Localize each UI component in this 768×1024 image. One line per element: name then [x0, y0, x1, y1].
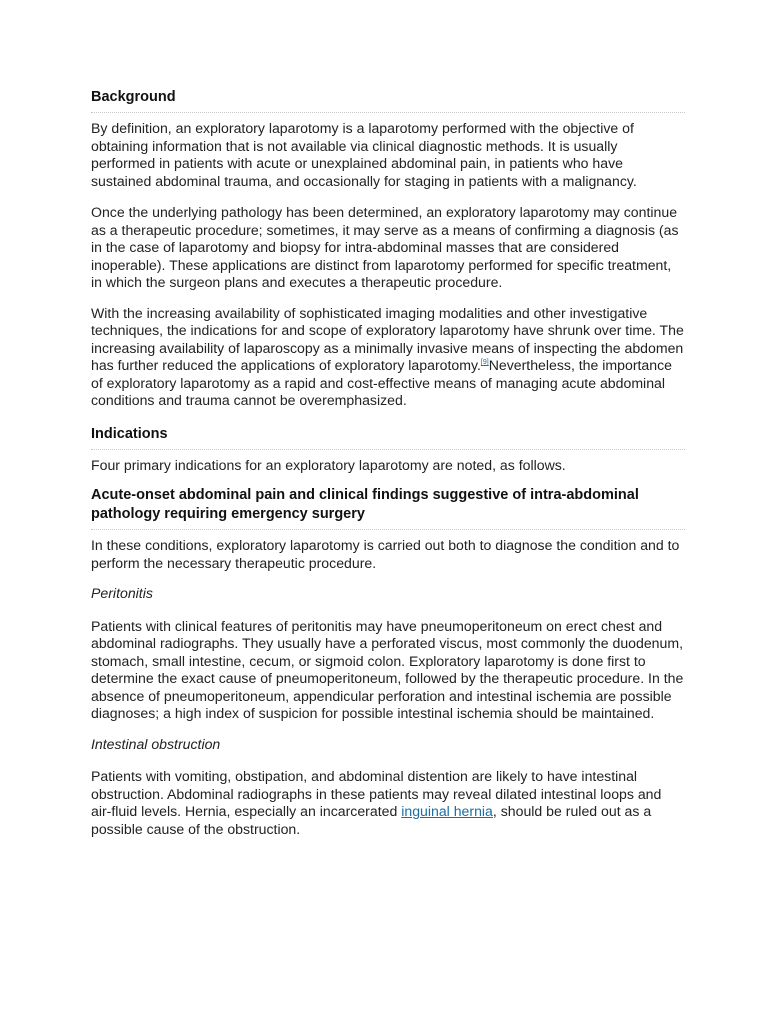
subheading-peritonitis: Peritonitis — [91, 585, 153, 601]
article-content — [91, 88, 685, 838]
background-paragraph-3-text-b: Nevertheless, the importance of exploratory laparotomy as a rapid and cost-effective means of managing acute abdominal conditions and trauma cannot be overemphasized. — [91, 357, 672, 408]
reference-marker — [481, 359, 489, 366]
background-paragraph-1: By definition, an exploratory laparotomy is a laparotomy performed with the objective of obtaining information that is not available via clinical diagnostic methods. It is usually performed in patients with acute or unexplained abdominal pain, in patients who have sustained abdominal trauma, and occasionally for staging in patients with a malignancy. — [91, 120, 637, 189]
reference-link-9[interactable]: [9] — [480, 359, 489, 366]
heading-background: Background — [91, 88, 685, 113]
indications-paragraph: Four primary indications for an exploratory laparotomy are noted, as follows. — [91, 456, 566, 473]
background-paragraph-3 — [91, 305, 685, 410]
obstruction-paragraph-text-a: Patients with vomiting, obstipation, and abdominal distention are likely to have intestinal obstruction. Abdominal radiographs in these patients may reveal dilated intestinal loops and air-fluid levels. Hernia, especially an incarcerated — [91, 768, 662, 819]
obstruction-paragraph — [91, 768, 685, 838]
heading-indications: Indications — [91, 425, 685, 450]
peritonitis-paragraph: Patients with clinical features of peritonitis may have pneumoperitoneum on erect chest and abdominal radiographs. They usually have a perforated viscus, most commonly the duodenum, stomach, small intestine, cecum, or sigmoid colon. Exploratory laparotomy is done first to determine the exact cause of pneumoperitoneum, followed by the therapeutic procedure. In the absence of pneumoperitoneum, appendicular perforation and intestinal ischemia are possible diagnoses; a high index of suspicion for possible intestinal ischemia should be maintained. — [91, 617, 684, 721]
heading-acute-onset: Acute-onset abdominal pain and clinical findings suggestive of intra-abdominal pathology requiring emergency surgery — [91, 486, 685, 530]
obstruction-paragraph-text-b: , should be ruled out as a possible cause of the obstruction. — [91, 803, 652, 837]
inguinal-hernia-link[interactable]: inguinal hernia — [401, 803, 493, 819]
subheading-intestinal-obstruction: Intestinal obstruction — [91, 735, 221, 752]
background-paragraph-2: Once the underlying pathology has been determined, an exploratory laparotomy may continue as a therapeutic procedure; sometimes, it may serve as a means of confirming a diagnosis (as in the case of laparotomy and biopsy for intra-abdominal masses that are considered inoperable). These applications are distinct from laparotomy performed for specific treatment, in which the surgeon plans and executes a therapeutic procedure. — [91, 204, 679, 290]
background-paragraph-3-text-a: With the increasing availability of sophisticated imaging modalities and other investigative techniques, the indications for and scope of exploratory laparotomy have shrunk over time. The increasing availability of laparoscopy as a minimally invasive means of inspecting the abdomen has further reduced the applications of exploratory laparotomy. — [91, 304, 684, 373]
acute-onset-paragraph: In these conditions, exploratory laparotomy is carried out both to diagnose the condition and to perform the necessary therapeutic procedure. — [91, 537, 680, 571]
